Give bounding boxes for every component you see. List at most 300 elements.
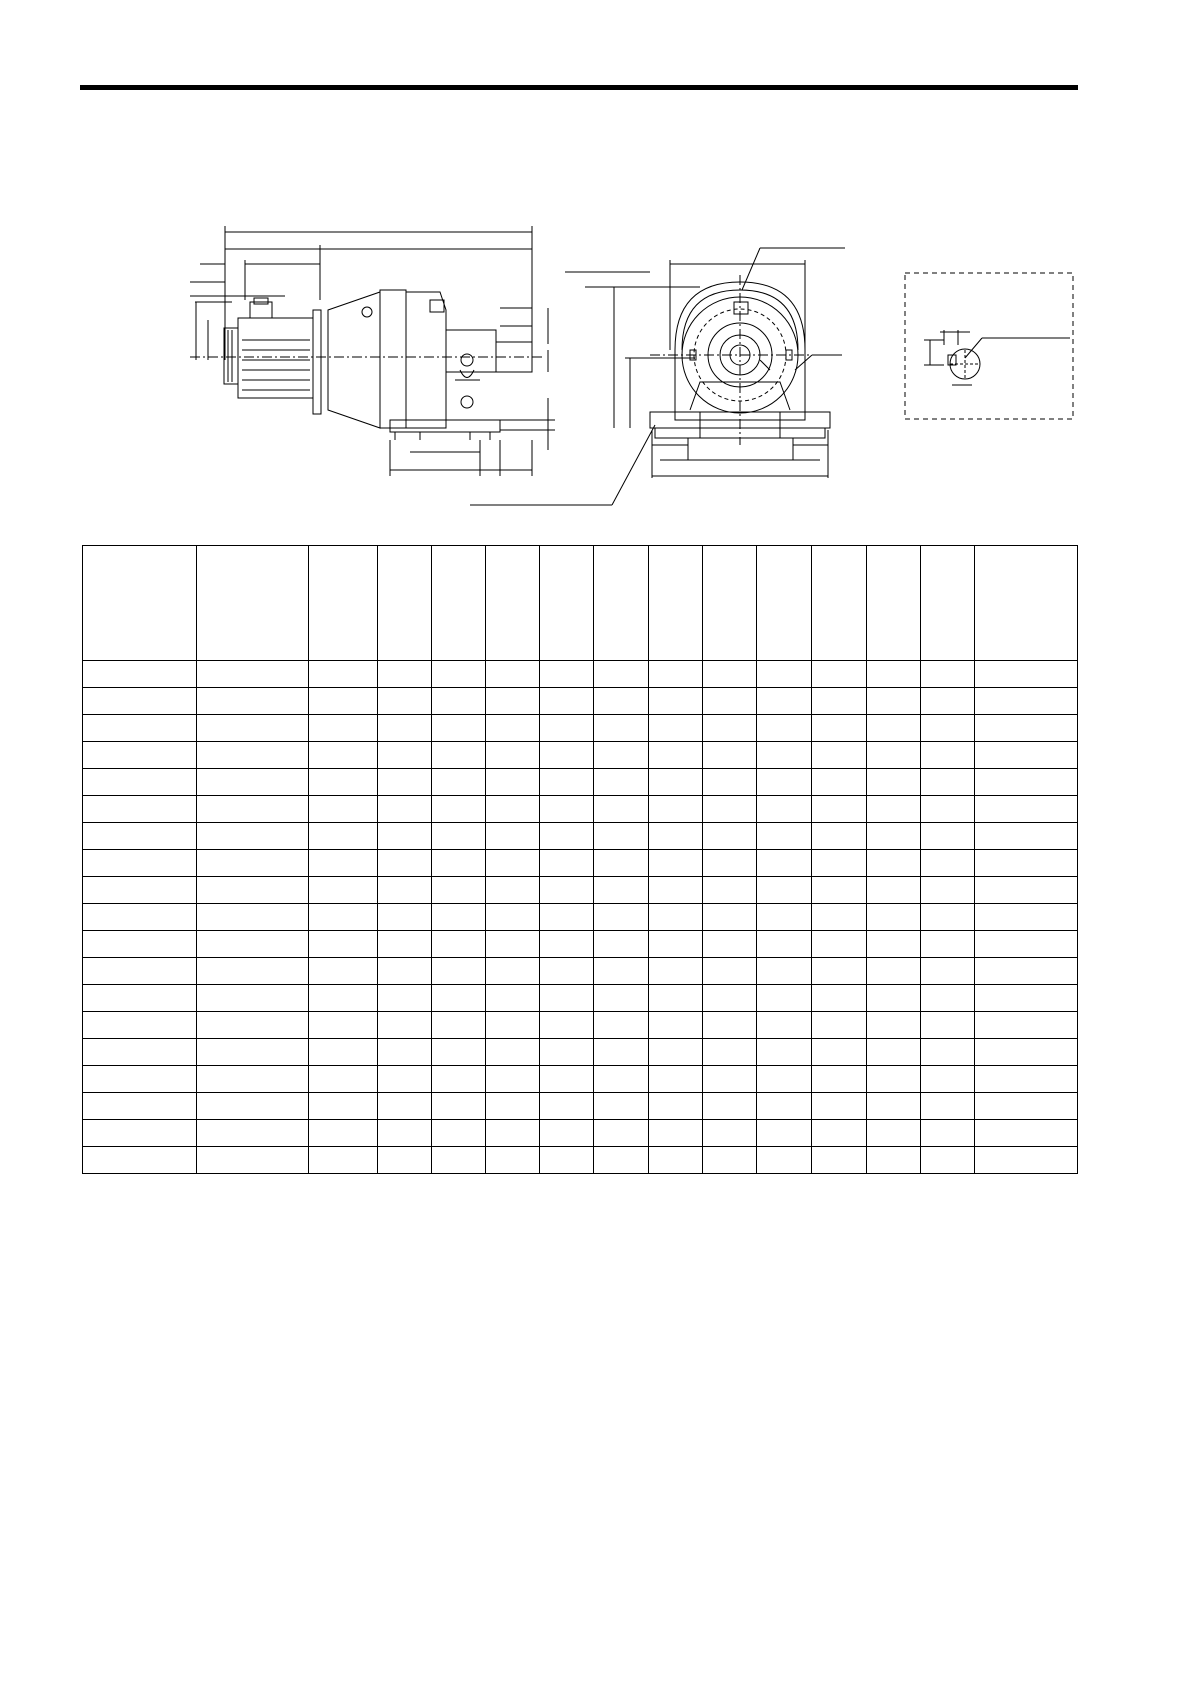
table-cell [486, 931, 540, 958]
table-cell [649, 823, 703, 850]
table-cell [703, 1039, 757, 1066]
table-cell [432, 958, 486, 985]
table-cell [594, 958, 649, 985]
table-header-cell [197, 546, 309, 661]
table-cell [703, 985, 757, 1012]
table-cell [812, 877, 867, 904]
table-cell [309, 1093, 378, 1120]
table-cell [486, 1012, 540, 1039]
table-cell [757, 1120, 812, 1147]
table-cell [378, 1147, 432, 1174]
table-cell [867, 850, 921, 877]
table-cell [703, 688, 757, 715]
table-cell [432, 985, 486, 1012]
table-row [83, 715, 1078, 742]
table-cell [594, 661, 649, 688]
table-cell [309, 1039, 378, 1066]
table-cell [649, 1066, 703, 1093]
table-cell [975, 1012, 1078, 1039]
table-cell [757, 1066, 812, 1093]
table-cell [867, 904, 921, 931]
table-cell [757, 661, 812, 688]
table-header-row [83, 546, 1078, 661]
table-cell [432, 715, 486, 742]
table-header-cell [867, 546, 921, 661]
table-cell [83, 850, 197, 877]
table-cell [975, 958, 1078, 985]
table-cell [703, 742, 757, 769]
table-cell [812, 661, 867, 688]
table-cell [197, 958, 309, 985]
table-cell [975, 1093, 1078, 1120]
table-cell [309, 823, 378, 850]
table-cell [197, 1039, 309, 1066]
table-cell [594, 1093, 649, 1120]
table-cell [432, 1120, 486, 1147]
table-cell [83, 958, 197, 985]
table-cell [432, 769, 486, 796]
table-cell [812, 958, 867, 985]
table-header-cell [432, 546, 486, 661]
table-cell [378, 1012, 432, 1039]
table-cell [921, 796, 975, 823]
table-cell [486, 823, 540, 850]
table-cell [378, 715, 432, 742]
table-cell [83, 1039, 197, 1066]
table-cell [309, 1120, 378, 1147]
table-cell [975, 877, 1078, 904]
table-cell [703, 769, 757, 796]
table-cell [309, 742, 378, 769]
table-cell [703, 1147, 757, 1174]
dimension-drawing [0, 0, 1190, 520]
table-cell [757, 796, 812, 823]
table-cell [83, 796, 197, 823]
table-cell [812, 850, 867, 877]
table-cell [309, 661, 378, 688]
table-cell [378, 796, 432, 823]
table-cell [540, 688, 594, 715]
table-cell [812, 796, 867, 823]
table-cell [540, 904, 594, 931]
table-header-cell [975, 546, 1078, 661]
table-header-cell [921, 546, 975, 661]
table-cell [867, 1147, 921, 1174]
table-cell [486, 1039, 540, 1066]
table-cell [867, 823, 921, 850]
table-header-cell [649, 546, 703, 661]
table-cell [594, 1039, 649, 1066]
table-cell [975, 796, 1078, 823]
table-cell [703, 1093, 757, 1120]
table-cell [594, 931, 649, 958]
table-cell [975, 769, 1078, 796]
table-cell [867, 688, 921, 715]
table-row [83, 1066, 1078, 1093]
table-cell [197, 661, 309, 688]
table-cell [197, 823, 309, 850]
table-cell [309, 1066, 378, 1093]
table-cell [486, 1066, 540, 1093]
table-cell [432, 904, 486, 931]
table-cell [309, 877, 378, 904]
table-cell [540, 769, 594, 796]
table-cell [812, 1120, 867, 1147]
table-cell [975, 904, 1078, 931]
table-cell [540, 661, 594, 688]
table-cell [309, 1012, 378, 1039]
table-row [83, 877, 1078, 904]
table-cell [867, 1012, 921, 1039]
table-row [83, 769, 1078, 796]
table-cell [921, 904, 975, 931]
table-cell [975, 1066, 1078, 1093]
table-cell [432, 796, 486, 823]
table-cell [432, 823, 486, 850]
table-cell [378, 877, 432, 904]
table-cell [867, 1093, 921, 1120]
table-cell [197, 1147, 309, 1174]
table-cell [975, 742, 1078, 769]
table-header-cell [83, 546, 197, 661]
table-cell [649, 958, 703, 985]
table-header-cell [757, 546, 812, 661]
table-cell [197, 904, 309, 931]
table-cell [197, 1066, 309, 1093]
side-view [190, 226, 655, 505]
table-cell [83, 877, 197, 904]
table-cell [594, 823, 649, 850]
table-cell [921, 688, 975, 715]
table-cell [703, 796, 757, 823]
table-cell [486, 877, 540, 904]
table-cell [197, 715, 309, 742]
table-cell [594, 1012, 649, 1039]
table-cell [594, 715, 649, 742]
table-cell [757, 715, 812, 742]
table-row [83, 1012, 1078, 1039]
table-cell [649, 1147, 703, 1174]
table-cell [649, 715, 703, 742]
table-cell [486, 958, 540, 985]
table-row [83, 904, 1078, 931]
table-cell [540, 850, 594, 877]
table-cell [812, 769, 867, 796]
table-cell [812, 1012, 867, 1039]
table-cell [757, 823, 812, 850]
table-cell [540, 1093, 594, 1120]
table-cell [309, 958, 378, 985]
table-cell [197, 877, 309, 904]
table-cell [594, 904, 649, 931]
table-cell [921, 1120, 975, 1147]
table-cell [921, 742, 975, 769]
table-cell [921, 931, 975, 958]
table-cell [378, 904, 432, 931]
shaft-detail [905, 273, 1073, 419]
table-cell [757, 769, 812, 796]
table-cell [812, 985, 867, 1012]
table-cell [649, 850, 703, 877]
table-cell [921, 1093, 975, 1120]
table-cell [432, 1012, 486, 1039]
table-cell [594, 1147, 649, 1174]
table-cell [486, 742, 540, 769]
table-cell [83, 1120, 197, 1147]
table-cell [197, 769, 309, 796]
table-cell [867, 931, 921, 958]
table-cell [309, 688, 378, 715]
table-cell [83, 742, 197, 769]
table-cell [703, 850, 757, 877]
table-cell [812, 715, 867, 742]
table-cell [812, 1093, 867, 1120]
table-cell [83, 823, 197, 850]
table-cell [378, 742, 432, 769]
table-cell [540, 931, 594, 958]
table-cell [197, 742, 309, 769]
table-cell [432, 1066, 486, 1093]
table-cell [197, 1012, 309, 1039]
table-cell [703, 904, 757, 931]
table-cell [378, 823, 432, 850]
table-cell [83, 985, 197, 1012]
table-cell [812, 1039, 867, 1066]
table-cell [867, 1066, 921, 1093]
table-cell [867, 1039, 921, 1066]
table-cell [867, 985, 921, 1012]
table-cell [594, 769, 649, 796]
table-cell [432, 931, 486, 958]
table-cell [649, 1120, 703, 1147]
table-cell [757, 742, 812, 769]
table-row [83, 796, 1078, 823]
table-row [83, 688, 1078, 715]
table-cell [309, 715, 378, 742]
table-cell [757, 1039, 812, 1066]
table-cell [921, 1147, 975, 1174]
table-cell [649, 904, 703, 931]
table-cell [757, 904, 812, 931]
table-header-cell [812, 546, 867, 661]
table-cell [432, 1093, 486, 1120]
table-cell [309, 931, 378, 958]
table-cell [975, 985, 1078, 1012]
table-cell [432, 1039, 486, 1066]
table-cell [486, 1093, 540, 1120]
table-cell [975, 850, 1078, 877]
table-cell [757, 877, 812, 904]
table-row [83, 1120, 1078, 1147]
table-cell [540, 1039, 594, 1066]
table-cell [921, 661, 975, 688]
table-header-cell [309, 546, 378, 661]
table-cell [649, 1012, 703, 1039]
table-cell [486, 985, 540, 1012]
table-header-cell [703, 546, 757, 661]
table-cell [812, 1147, 867, 1174]
table-cell [540, 877, 594, 904]
table-cell [197, 1093, 309, 1120]
table-cell [649, 742, 703, 769]
table-cell [378, 688, 432, 715]
table-cell [757, 958, 812, 985]
table-cell [757, 931, 812, 958]
dimension-table [82, 545, 1078, 1174]
table-cell [197, 931, 309, 958]
table-cell [867, 715, 921, 742]
table-cell [703, 931, 757, 958]
table-cell [432, 742, 486, 769]
table-cell [594, 877, 649, 904]
table-cell [594, 850, 649, 877]
table-cell [975, 931, 1078, 958]
table-cell [83, 715, 197, 742]
table-cell [649, 769, 703, 796]
table-cell [921, 958, 975, 985]
table-cell [812, 823, 867, 850]
table-cell [83, 769, 197, 796]
table-cell [83, 1147, 197, 1174]
table-cell [594, 985, 649, 1012]
table-cell [486, 661, 540, 688]
table-row [83, 823, 1078, 850]
table-cell [921, 1039, 975, 1066]
table-cell [975, 715, 1078, 742]
table-cell [197, 1120, 309, 1147]
table-cell [309, 985, 378, 1012]
table-row [83, 661, 1078, 688]
table-cell [378, 985, 432, 1012]
table-cell [975, 823, 1078, 850]
table-cell [378, 1039, 432, 1066]
table-cell [649, 1093, 703, 1120]
table-cell [486, 850, 540, 877]
table-cell [812, 688, 867, 715]
table-cell [378, 931, 432, 958]
table-cell [757, 688, 812, 715]
table-cell [975, 1039, 1078, 1066]
table-header-cell [378, 546, 432, 661]
table-cell [921, 1012, 975, 1039]
table-cell [309, 904, 378, 931]
table-cell [975, 661, 1078, 688]
table-cell [649, 877, 703, 904]
table-cell [432, 850, 486, 877]
table-cell [757, 1012, 812, 1039]
table-cell [975, 688, 1078, 715]
table-cell [975, 1120, 1078, 1147]
table-cell [432, 661, 486, 688]
table-cell [83, 1012, 197, 1039]
table-cell [649, 985, 703, 1012]
table-cell [378, 661, 432, 688]
table-cell [921, 769, 975, 796]
table-row [83, 850, 1078, 877]
table-cell [540, 796, 594, 823]
table-cell [649, 688, 703, 715]
table-cell [540, 958, 594, 985]
table-cell [867, 877, 921, 904]
table-cell [594, 1120, 649, 1147]
table-cell [83, 1093, 197, 1120]
table-cell [378, 1066, 432, 1093]
table-cell [540, 1066, 594, 1093]
table-cell [540, 1012, 594, 1039]
table-cell [378, 769, 432, 796]
table-cell [486, 1147, 540, 1174]
table-cell [540, 1147, 594, 1174]
table-cell [540, 985, 594, 1012]
table-cell [540, 1120, 594, 1147]
table-cell [83, 688, 197, 715]
table-cell [757, 850, 812, 877]
table-cell [83, 931, 197, 958]
table-cell [540, 742, 594, 769]
table-cell [757, 985, 812, 1012]
table-header-cell [540, 546, 594, 661]
table-cell [309, 850, 378, 877]
table-cell [378, 958, 432, 985]
table-cell [703, 661, 757, 688]
table-row [83, 742, 1078, 769]
table-row [83, 1147, 1078, 1174]
table-cell [921, 715, 975, 742]
table-cell [197, 985, 309, 1012]
table-row [83, 1039, 1078, 1066]
table-header-cell [486, 546, 540, 661]
table-cell [432, 1147, 486, 1174]
table-cell [812, 742, 867, 769]
table-cell [309, 796, 378, 823]
table-cell [703, 958, 757, 985]
table-row [83, 958, 1078, 985]
table-cell [594, 796, 649, 823]
table-cell [703, 715, 757, 742]
table-cell [649, 1039, 703, 1066]
table-header-cell [594, 546, 649, 661]
table-cell [432, 688, 486, 715]
table-cell [486, 769, 540, 796]
table-cell [867, 1120, 921, 1147]
table-cell [867, 796, 921, 823]
table-cell [486, 796, 540, 823]
table-cell [757, 1093, 812, 1120]
table-cell [867, 958, 921, 985]
table-cell [83, 1066, 197, 1093]
table-cell [703, 823, 757, 850]
table-cell [594, 1066, 649, 1093]
table-cell [921, 1066, 975, 1093]
table-cell [867, 661, 921, 688]
table-cell [309, 1147, 378, 1174]
table-cell [649, 931, 703, 958]
table-cell [649, 796, 703, 823]
table-row [83, 931, 1078, 958]
table-cell [975, 1147, 1078, 1174]
table-body [83, 661, 1078, 1174]
table-cell [867, 742, 921, 769]
table-cell [812, 931, 867, 958]
table-row [83, 1093, 1078, 1120]
table-cell [594, 688, 649, 715]
table-cell [703, 1066, 757, 1093]
front-view [565, 248, 845, 478]
table-row [83, 985, 1078, 1012]
table-cell [378, 850, 432, 877]
table-cell [197, 688, 309, 715]
table-cell [812, 1066, 867, 1093]
